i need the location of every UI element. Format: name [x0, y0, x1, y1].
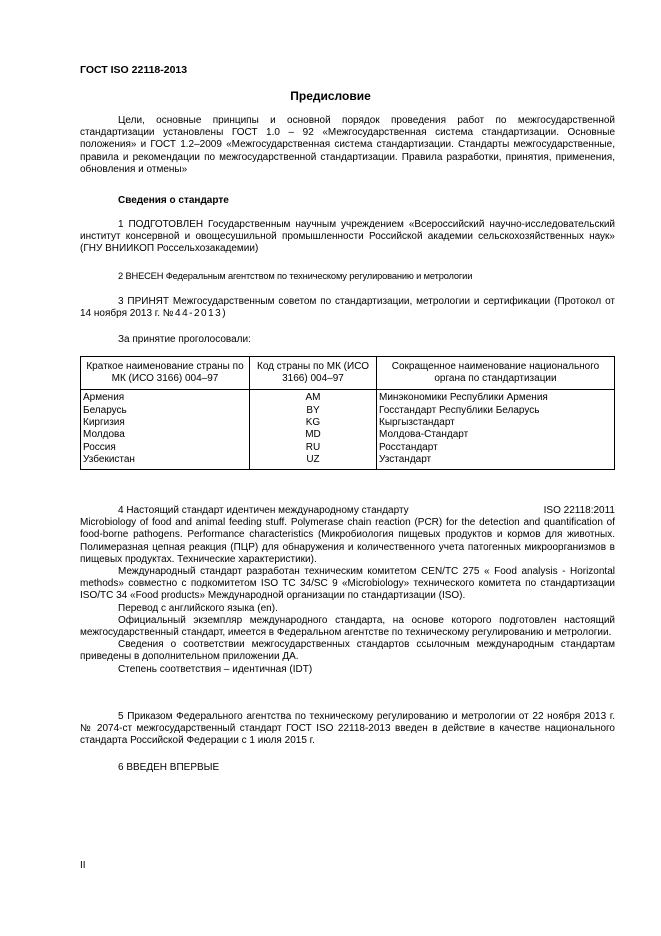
country-name: Беларусь [83, 404, 127, 416]
item-4-identical [80, 505, 615, 676]
item-1-prepared: 1 ПОДГОТОВЛЕН Государственным научным учреждением «Всероссийский научно-исследовательский институт консервной и овощесушильной промышленности Российской академии сельскохозяйственных наук» (ГНУ ВНИИКОП Россельхозакадемии) [80, 219, 615, 255]
country-column [81, 390, 250, 470]
item-4-degree: Степень соответствия – идентичная (IDT) [118, 663, 313, 675]
item-4-conformity-info: Сведения о соответствии межгосударственных стандартов ссылочным международным стандартам приведены в дополнительном приложении ДА. [80, 639, 615, 663]
item-4-international-standard: ISO 22118:2011 [543, 505, 615, 516]
voted-label: За принятие проголосовали: [118, 334, 251, 345]
standards-body-name: Росстандарт [379, 441, 438, 453]
header-standards-body: Сокращенное наименование национального органа по стандартизации [377, 357, 615, 390]
country-name: Россия [83, 441, 116, 453]
item-4-developed: Международный стандарт разработан техническим комитетом CEN/TC 275 « Food analysis - Horizontal methods» совместно с подкомитетом ISO TC 34/SC 9 «Microbiology» технического комитета по стандартизации ISO/TC 34 «Food products» Международной организации по стандартизации (ISO). [80, 566, 615, 602]
country-code: BY [306, 404, 320, 416]
standards-body-name: Кыргызстандарт [379, 417, 455, 428]
item-4-first-line [80, 505, 615, 517]
item-3-protocol-number: №44-2013) [162, 308, 228, 320]
country-code: RU [305, 441, 321, 453]
country-name: Киргизия [83, 417, 125, 428]
standard-code: ГОСТ ISO 22118-2013 [80, 64, 188, 76]
standards-body-name: Минэкономики Республики Армения [379, 392, 548, 404]
standards-body-name: Узстандарт [379, 453, 432, 465]
item-2-introduced: 2 ВНЕСЕН Федеральным агентством по техническому регулированию и метрологии [118, 271, 473, 281]
standards-body-name: Молдова-Стандарт [379, 429, 469, 441]
country-name: Узбекистан [83, 453, 135, 465]
item-4-translation: Перевод с английского языка (en). [118, 602, 278, 614]
item-4-title-text: Microbiology of food and animal feeding stuff. Polymerase chain reaction (PCR) for the detection and quantification of food-borne pathogens. Performance characteristics (Микробиология пищевых продуктов и кормов для животных. Полимеразная цепная реакция (ПЦР) для обнаружения и количественного учета патогенных микроорганизмов в пищевых продуктах. Технические характеристики). [80, 517, 615, 565]
country-code: AM [305, 392, 321, 404]
page-number: II [80, 860, 86, 871]
standards-body-column [377, 390, 615, 470]
code-column [250, 390, 377, 470]
header-code: Код страны по МК (ИСО 3166) 004–97 [250, 357, 377, 390]
voting-table [80, 356, 615, 470]
page-title: Предисловие [290, 89, 371, 103]
item-3-adopted [80, 296, 615, 320]
item-4-lead: 4 Настоящий стандарт идентичен международному стандарту [118, 505, 409, 516]
country-code: KG [305, 417, 321, 428]
country-name: Армения [83, 392, 125, 404]
intro-paragraph: Цели, основные принципы и основной порядок проведения работ по межгосударственной стандартизации установлены ГОСТ 1.0 – 92 «Межгосударственная система стандартизации. Основные положения» и ГОСТ 1.2–2009 «Межгосударственная система стандартизации. Стандарты межгосударственные, правила и рекомендации по межгосударственной стандартизации. Правила разработки, принятия, применения, обновления и отмены» [80, 115, 615, 175]
country-name: Молдова [83, 429, 125, 441]
country-code: MD [305, 429, 321, 441]
country-code: UZ [306, 453, 320, 465]
header-country: Краткое наименование страны по МК (ИСО 3166) 004–97 [81, 357, 250, 390]
table-body-row [81, 390, 615, 470]
item-3-text: 3 ПРИНЯТ Межгосударственным советом по стандартизации, метрологии и сертификации (Протокол от 14 ноября 2013 г. [80, 296, 615, 320]
section-subheading: Сведения о стандарте [118, 195, 229, 206]
item-4-official-copy: Официальный экземпляр международного стандарта, на основе которого подготовлен настоящий межгосударственный стандарт, имеется в Федеральном агентстве по техническому регулированию и метрологии. [80, 614, 615, 639]
item-6-first-introduced: 6 ВВЕДЕН ВПЕРВЫЕ [118, 762, 220, 773]
standards-body-name: Госстандарт Республики Беларусь [379, 404, 540, 416]
item-5-order: 5 Приказом Федерального агентства по техническому регулированию и метрологии от 22 ноября 2013 г. № 2074-ст межгосударственный стандарт ГОСТ ISO 22118-2013 введен в действие в качестве национального стандарта Российской Федерации с 1 июля 2015 г. [80, 711, 615, 747]
